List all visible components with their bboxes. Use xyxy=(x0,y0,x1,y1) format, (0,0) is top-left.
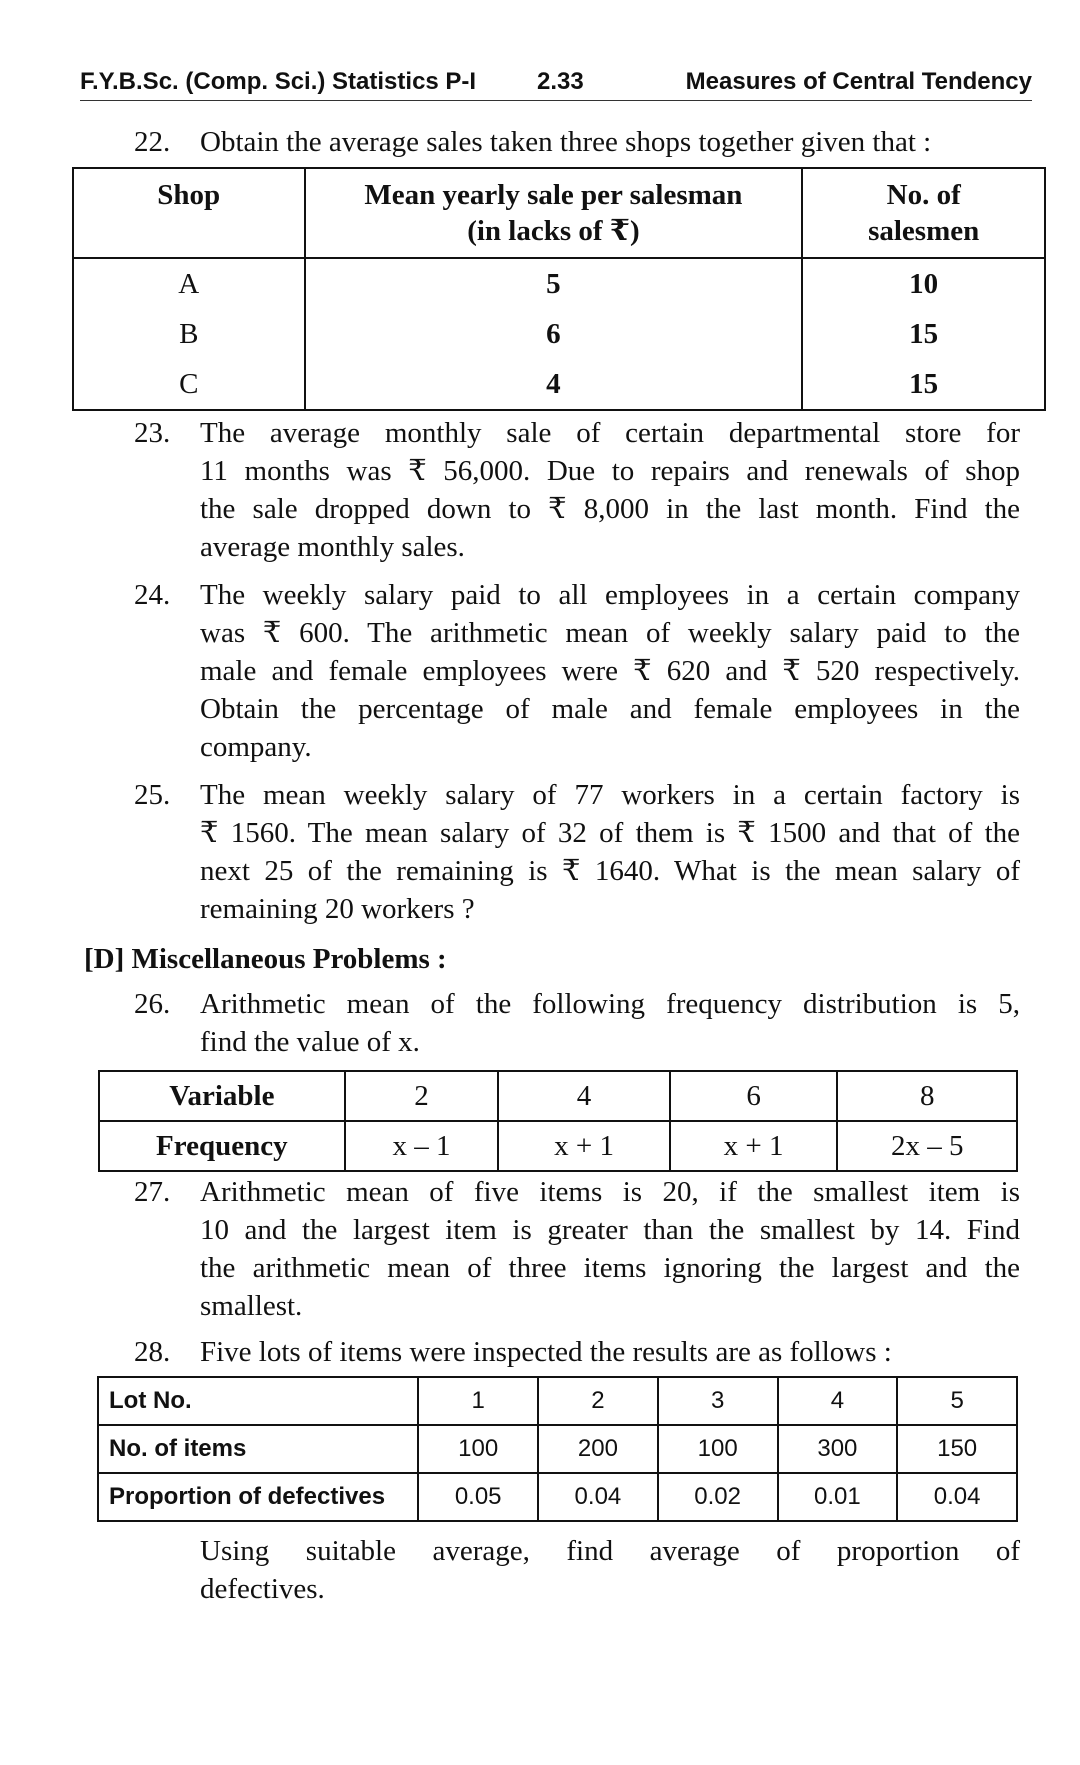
q22-text: Obtain the average sales taken three shops together given that : xyxy=(200,126,932,158)
q25-number: 25. xyxy=(134,779,171,811)
table-row xyxy=(98,1425,1017,1473)
q27-text: Arithmetic mean of five items is 20, if the smallest item is 10 and the largest item is greater than the smallest by 14. Find the arithmetic mean of three items ignoring the largest and the smallest. xyxy=(200,1176,1020,1322)
cell-mean: 5 xyxy=(305,258,803,309)
cell: 0.02 xyxy=(658,1473,778,1521)
cell-count: 10 xyxy=(802,258,1045,309)
cell-label: Variable xyxy=(99,1071,345,1121)
cell: 3 xyxy=(658,1377,778,1425)
table-row xyxy=(99,1121,1017,1171)
q26-number: 26. xyxy=(134,988,171,1020)
cell: 0.04 xyxy=(897,1473,1017,1521)
q23-number: 23. xyxy=(134,417,171,449)
header-mean-sale: Mean yearly sale per salesman (in lacks of ₹) xyxy=(305,168,803,258)
q24-text: The weekly salary paid to all employees in a certain company was ₹ 600. The arithmetic mean of weekly salary paid to the male and female employees were ₹ 620 and ₹ 520 respectively. Obtain the percentage of male and female employees in the company. xyxy=(200,579,1020,763)
cell: 0.05 xyxy=(418,1473,538,1521)
q28-text: Five lots of items were inspected the results are as follows : xyxy=(200,1336,892,1368)
cell: 0.01 xyxy=(778,1473,898,1521)
cell-shop: C xyxy=(73,359,305,410)
cell-label: Frequency xyxy=(99,1121,345,1171)
cell: 8 xyxy=(837,1071,1017,1121)
q22-number: 22. xyxy=(134,126,171,158)
q25-text: The mean weekly salary of 77 workers in a certain factory is ₹ 1560. The mean salary of 32 of them is ₹ 1500 and that of the next 25 of the remaining is ₹ 1640. What is the mean salary of remaining 20 workers ? xyxy=(200,779,1020,925)
cell: 5 xyxy=(897,1377,1017,1425)
cell: 100 xyxy=(658,1425,778,1473)
page-header xyxy=(80,66,1032,101)
cell: 0.04 xyxy=(538,1473,658,1521)
q28-number: 28. xyxy=(134,1336,171,1368)
table-row xyxy=(98,1473,1017,1521)
chapter-title: Measures of Central Tendency xyxy=(685,68,1032,95)
cell: 100 xyxy=(418,1425,538,1473)
cell: 4 xyxy=(778,1377,898,1425)
cell: 300 xyxy=(778,1425,898,1473)
cell: x + 1 xyxy=(498,1121,670,1171)
cell: x – 1 xyxy=(345,1121,499,1171)
q23-text: The average monthly sale of certain departmental store for 11 months was ₹ 56,000. Due to repairs and renewals of shop the sale dropped down to ₹ 8,000 in the last month. Find the average monthly sales. xyxy=(200,417,1020,563)
q28-table xyxy=(97,1376,1018,1522)
table-row xyxy=(99,1071,1017,1121)
q26-text: Arithmetic mean of the following frequency distribution is 5, find the value of x. xyxy=(200,988,1020,1058)
q28-after-text: Using suitable average, find average of proportion of defectives. xyxy=(200,1535,1020,1605)
header-shop: Shop xyxy=(73,168,305,258)
table-row xyxy=(73,359,1045,410)
cell: 6 xyxy=(670,1071,838,1121)
q22-table xyxy=(72,167,1046,411)
section-heading: [D] Miscellaneous Problems : xyxy=(84,943,447,975)
cell: 1 xyxy=(418,1377,538,1425)
cell-label: Lot No. xyxy=(98,1377,418,1425)
cell-count: 15 xyxy=(802,309,1045,359)
book-title: F.Y.B.Sc. (Comp. Sci.) Statistics P-I xyxy=(80,68,477,95)
cell-label: Proportion of defectives xyxy=(98,1473,418,1521)
cell: 150 xyxy=(897,1425,1017,1473)
q26-table xyxy=(98,1070,1018,1172)
table-header-row xyxy=(73,168,1045,258)
cell-mean: 6 xyxy=(305,309,803,359)
cell-label: No. of items xyxy=(98,1425,418,1473)
cell-shop: A xyxy=(73,258,305,309)
q27-number: 27. xyxy=(134,1176,171,1208)
header-salesmen: No. of salesmen xyxy=(802,168,1045,258)
cell: x + 1 xyxy=(670,1121,838,1171)
q24-number: 24. xyxy=(134,579,171,611)
cell: 2 xyxy=(538,1377,658,1425)
cell-shop: B xyxy=(73,309,305,359)
cell-count: 15 xyxy=(802,359,1045,410)
cell-mean: 4 xyxy=(305,359,803,410)
cell: 2x – 5 xyxy=(837,1121,1017,1171)
cell: 4 xyxy=(498,1071,670,1121)
table-row xyxy=(98,1377,1017,1425)
table-row xyxy=(73,258,1045,309)
table-row xyxy=(73,309,1045,359)
cell: 200 xyxy=(538,1425,658,1473)
cell: 2 xyxy=(345,1071,499,1121)
page-number: 2.33 xyxy=(537,68,584,95)
